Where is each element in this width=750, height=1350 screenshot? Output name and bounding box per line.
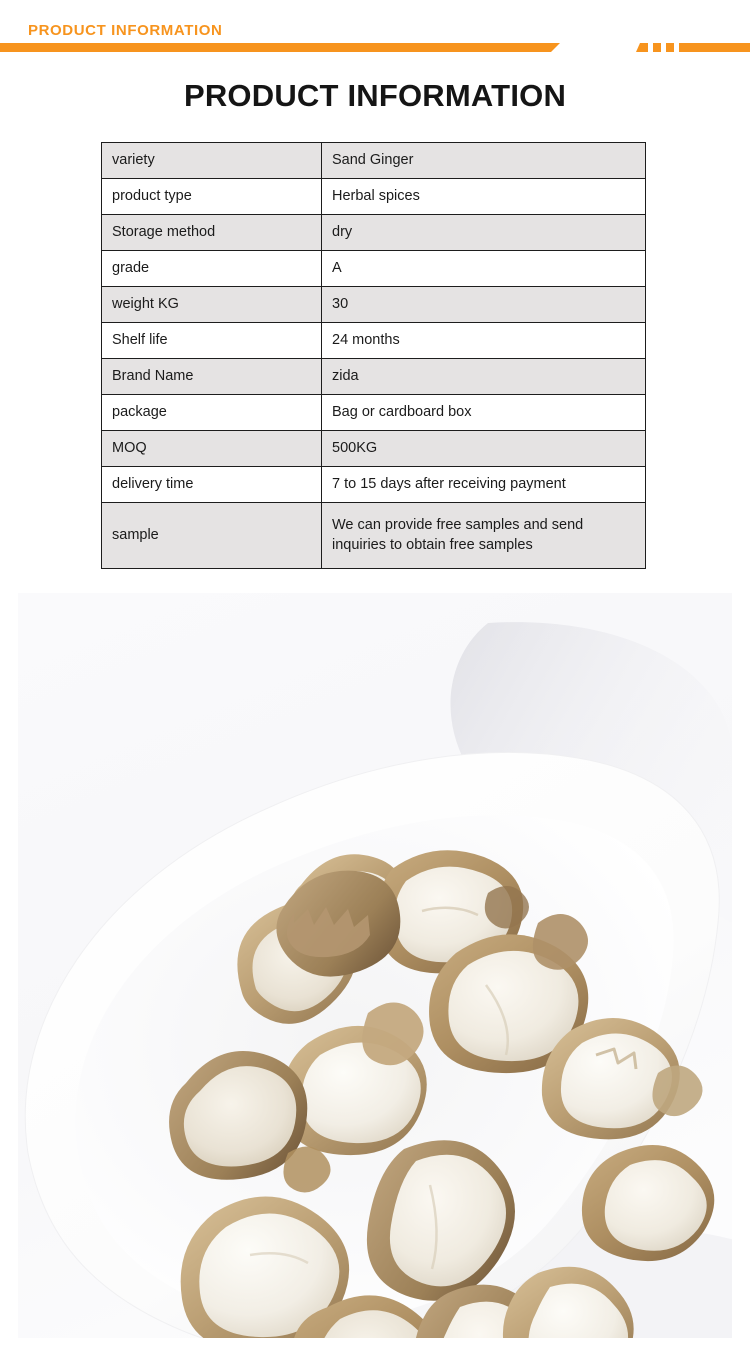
table-row [102,323,646,359]
header-dash-icon-3 [666,43,674,52]
table-row [102,395,646,431]
header-label: PRODUCT INFORMATION [28,22,223,39]
spec-key: grade [102,251,322,287]
header-dash-icon-1 [636,43,648,52]
product-photo [18,593,732,1338]
spec-value: 500KG [322,431,646,467]
spec-key: Brand Name [102,359,322,395]
spec-key: variety [102,143,322,179]
spec-value: 30 [322,287,646,323]
page-title: PRODUCT INFORMATION [183,78,567,113]
spec-key: package [102,395,322,431]
table-row [102,287,646,323]
spec-key: product type [102,179,322,215]
table-row [102,503,646,569]
table-row [102,215,646,251]
header-dash-icon-2 [653,43,661,52]
table-row [102,431,646,467]
spec-value: We can provide free samples and send inquiries to obtain free samples [322,503,646,569]
table-row [102,467,646,503]
spec-key: Storage method [102,215,322,251]
table-row [102,179,646,215]
spec-key: MOQ [102,431,322,467]
spec-key: delivery time [102,467,322,503]
spec-value: A [322,251,646,287]
header-band [0,0,750,60]
spec-key: weight KG [102,287,322,323]
header-rule-end-icon [679,43,750,52]
spec-value: Sand Ginger [322,143,646,179]
product-spec-table [101,142,646,569]
spec-value: Bag or cardboard box [322,395,646,431]
spec-value: Herbal spices [322,179,646,215]
spec-key: Shelf life [102,323,322,359]
table-row [102,143,646,179]
spec-key: sample [102,503,322,569]
table-row [102,251,646,287]
table-row [102,359,646,395]
header-rule-icon [0,43,560,52]
spec-value: dry [322,215,646,251]
spec-value: zida [322,359,646,395]
product-photo-illustration [18,593,732,1338]
spec-value: 24 months [322,323,646,359]
product-spec-body [102,143,646,569]
spec-value: 7 to 15 days after receiving payment [322,467,646,503]
